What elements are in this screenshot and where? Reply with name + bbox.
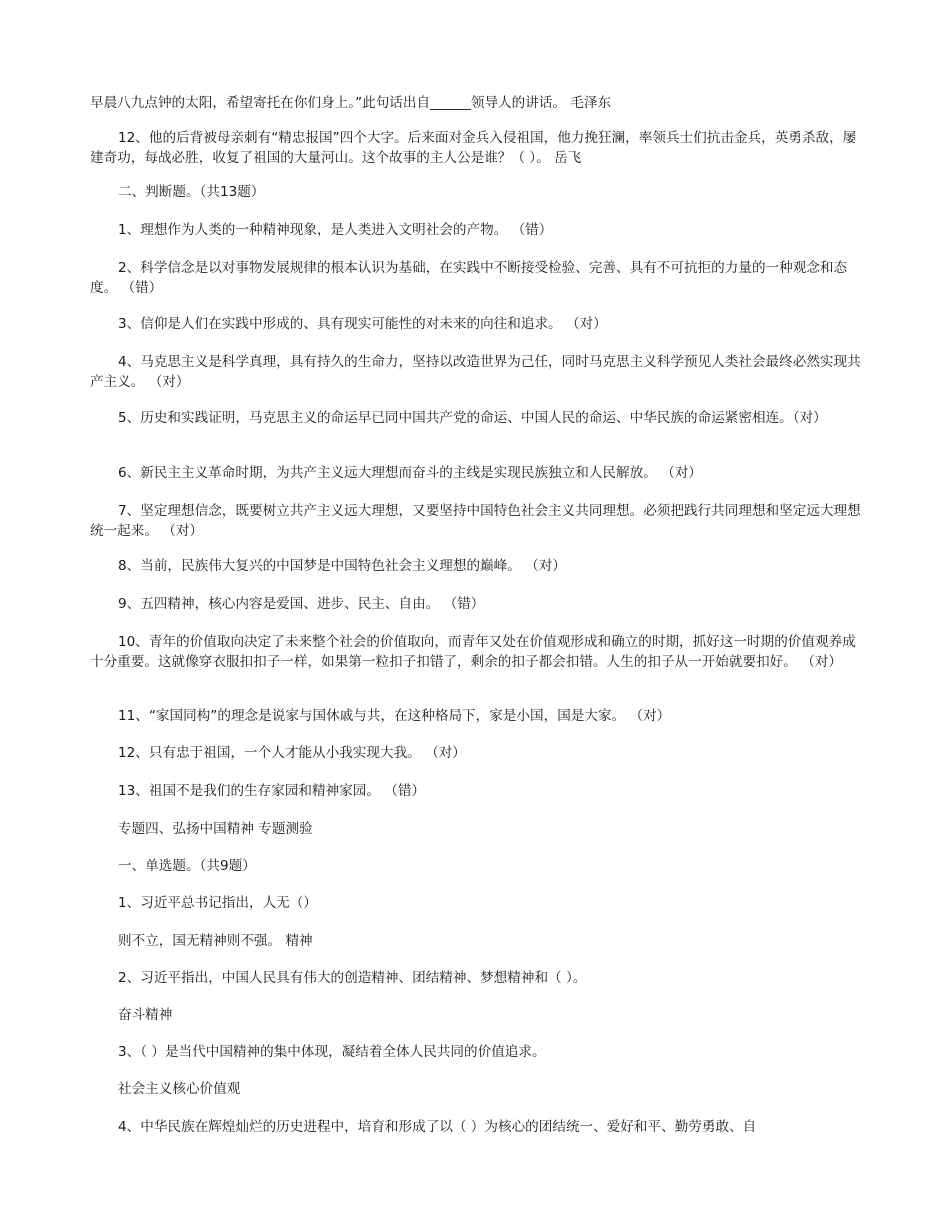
- text-line: 1、理想作为人类的一种精神现象，是人类进入文明社会的产物。 （错）: [118, 222, 553, 238]
- text-line: 12、他的后背被母亲刺有“精忠报国”四个大字。后来面对金兵入侵祖国，他力挽狂澜，率领兵士们抗击金兵，英勇杀敌，屡建奇功，每战必胜，收复了祖国的大量河山。这个故事的主人公是谁？（ ）。 岳飞: [90, 130, 857, 166]
- text-line: 一、单选题。（共9题）: [118, 858, 256, 874]
- text-line: 2、习近平指出，中国人民具有伟大的创造精神、团结精神、梦想精神和（ ）。: [118, 970, 587, 986]
- text-line: 1、习近平总书记指出，人无（）: [118, 895, 317, 911]
- text-line: 9、五四精神，核心内容是爱国、进步、民主、自由。 （错）: [118, 596, 485, 612]
- text-line: 8、当前，民族伟大复兴的中国梦是中国特色社会主义理想的巅峰。 （对）: [118, 558, 566, 574]
- text-line: 3、（ ）是当代中国精神的集中体现，凝结着全体人民共同的价值追求。: [118, 1044, 546, 1060]
- text-line: 奋斗精神: [118, 1007, 173, 1023]
- text-line: 早晨八九点钟的太阳，希望寄托在你们身上。”此句话出自______领导人的讲话。 毛泽东: [90, 95, 612, 111]
- text-line: 4、中华民族在辉煌灿烂的历史进程中，培育和形成了以（ ）为核心的团结统一、爱好和平、勤劳勇敢、自: [118, 1119, 757, 1135]
- text-line: 2、科学信念是以对事物发展规律的根本认识为基础，在实践中不断接受检验、完善、具有不可抗拒的力量的一种观念和态度。 （错）: [90, 260, 848, 296]
- text-line: 则不立，国无精神则不强。 精神: [118, 933, 313, 949]
- text-line: 专题四、弘扬中国精神 专题测验: [118, 821, 313, 837]
- text-line: 二、判断题。（共13题）: [118, 184, 265, 200]
- text-line: 13、祖国不是我们的生存家园和精神家园。 （错）: [118, 783, 426, 799]
- text-line: 10、青年的价值取向决定了未来整个社会的价值取向，而青年又处在价值观形成和确立的时期，抓好这一时期的价值观养成十分重要。这就像穿衣服扣扣子一样，如果第一粒扣子扣错了，剩余的扣子都会扣错。人生的扣子从一开始就要扣好。 （对）: [90, 634, 856, 670]
- text-line: 3、信仰是人们在实践中形成的、具有现实可能性的对未来的向往和追求。 （对）: [118, 316, 607, 332]
- text-line: 7、坚定理想信念，既要树立共产主义远大理想，又要坚持中国特色社会主义共同理想。必须把践行共同理想和坚定远大理想统一起来。 （对）: [90, 503, 861, 539]
- text-line: 12、只有忠于祖国，一个人才能从小我实现大我。 （对）: [118, 745, 466, 761]
- text-line: 6、新民主主义革命时期，为共产主义远大理想而奋斗的主线是实现民族独立和人民解放。 （对）: [118, 465, 702, 481]
- text-line: 5、历史和实践证明，马克思主义的命运早已同中国共产党的命运、中国人民的命运、中华民族的命运紧密相连。（对）: [118, 410, 827, 426]
- text-line: 社会主义核心价值观: [118, 1081, 241, 1097]
- text-line: 4、马克思主义是科学真理，具有持久的生命力，坚持以改造世界为己任，同时马克思主义科学预见人类社会最终必然实现共产主义。 （对）: [90, 354, 861, 390]
- text-line: 11、“家国同构”的理念是说家与国休戚与共，在这种格局下，家是小国，国是大家。 （对）: [118, 708, 671, 724]
